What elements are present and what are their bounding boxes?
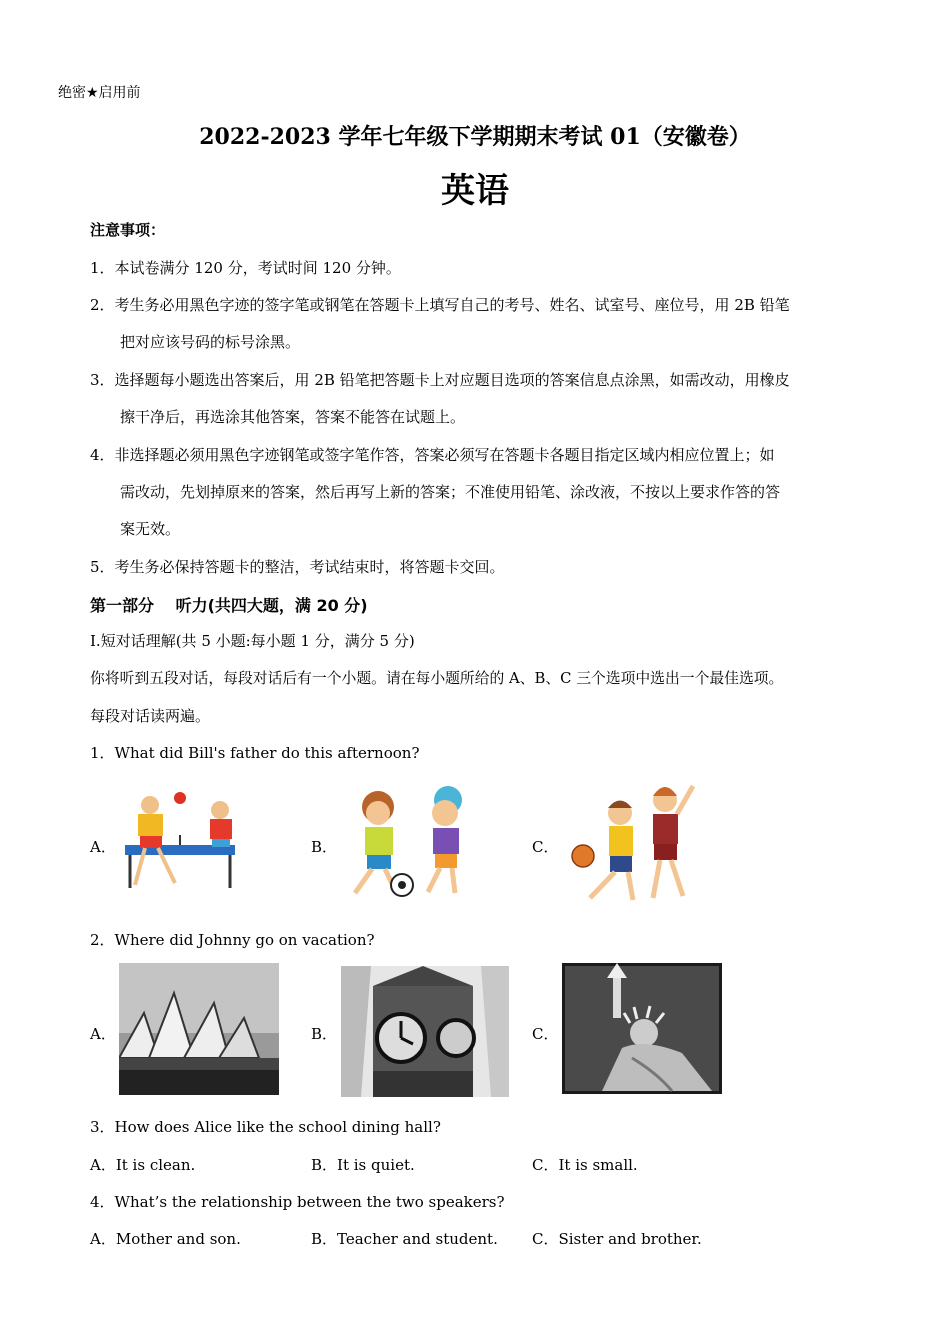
q2-option-b-label: B． [311, 1025, 338, 1043]
q1-option-c-label: C． [532, 838, 559, 856]
q4-option-b: B．Teacher and student. [311, 1230, 498, 1248]
notice-item-4: 4．非选择题必须用黑色字迹钢笔或签字笔作答，答案必须写在答题卡各题目指定区域内相应位置上；如 [90, 446, 775, 464]
q3-option-b: B．It is quiet. [311, 1156, 415, 1174]
part1-heading: 第一部分 听力(共四大题，满 20 分) [90, 596, 368, 615]
notice-item-2: 2．考生务必用黑色字迹的签字笔或钢笔在答题卡上填写自己的考号、姓名、试室号、座位号，用 2B 铅笔 [90, 296, 790, 314]
q2-option-a-label: A． [90, 1025, 116, 1043]
notice-item-2-cont: 把对应该号码的标号涂黑。 [120, 333, 301, 351]
q2-option-c-label: C． [532, 1025, 559, 1043]
q4-option-c: C．Sister and brother. [532, 1230, 702, 1248]
question-1-stem: 1．What did Bill's father do this afternoon? [90, 744, 420, 762]
q4-option-a: A．Mother and son. [90, 1230, 241, 1248]
notice-item-1: 1．本试卷满分 120 分，考试时间 120 分钟。 [90, 259, 401, 277]
instructions-line-1: 你将听到五段对话，每段对话后有一个小题。请在每小题所给的 A、B、C 三个选项中选出一个最佳选项。 [90, 670, 784, 687]
q1-option-b-label: B． [311, 838, 338, 856]
exam-title: 2022-2023 学年七年级下学期期末考试 01（安徽卷） [199, 124, 751, 150]
q3-option-c: C．It is small. [532, 1156, 638, 1174]
question-4-stem: 4．What’s the relationship between the two speakers? [90, 1193, 505, 1211]
instructions-line-2: 每段对话读两遍。 [90, 707, 211, 725]
basketball-image [565, 778, 710, 908]
statue-of-liberty-image [562, 963, 722, 1094]
top-secret-label: 绝密★启用前 [58, 85, 141, 101]
notice-item-3: 3．选择题每小题选出答案后，用 2B 铅笔把答题卡上对应题目选项的答案信息点涂黑，如需改动，用橡皮 [90, 371, 790, 389]
notice-item-4-cont: 需改动，先划掉原来的答案，然后再写上新的答案；不准使用铅笔、涂改液，不按以上要求作答的答 [120, 483, 781, 501]
opera-house-image [119, 963, 279, 1095]
notice-item-5: 5．考生务必保持答题卡的整洁，考试结束时，将答题卡交回。 [90, 558, 505, 576]
q1-option-a-label: A． [90, 838, 116, 856]
soccer-image [340, 785, 480, 900]
big-ben-image [341, 966, 509, 1097]
notice-item-3-cont: 擦干净后，再选涂其他答案，答案不能答在试题上。 [120, 408, 466, 426]
section1-title: Ⅰ.短对话理解(共 5 小题:每小题 1 分，满分 5 分) [90, 632, 415, 650]
table-tennis-image [120, 790, 250, 890]
question-2-stem: 2．Where did Johnny go on vacation? [90, 931, 375, 949]
notice-item-4-cont2: 案无效。 [120, 520, 181, 538]
question-3-stem: 3．How does Alice like the school dining hall? [90, 1118, 441, 1136]
q3-option-a: A．It is clean. [90, 1156, 196, 1174]
subject-title: 英语 [441, 171, 509, 211]
notice-heading: 注意事项： [90, 221, 166, 239]
